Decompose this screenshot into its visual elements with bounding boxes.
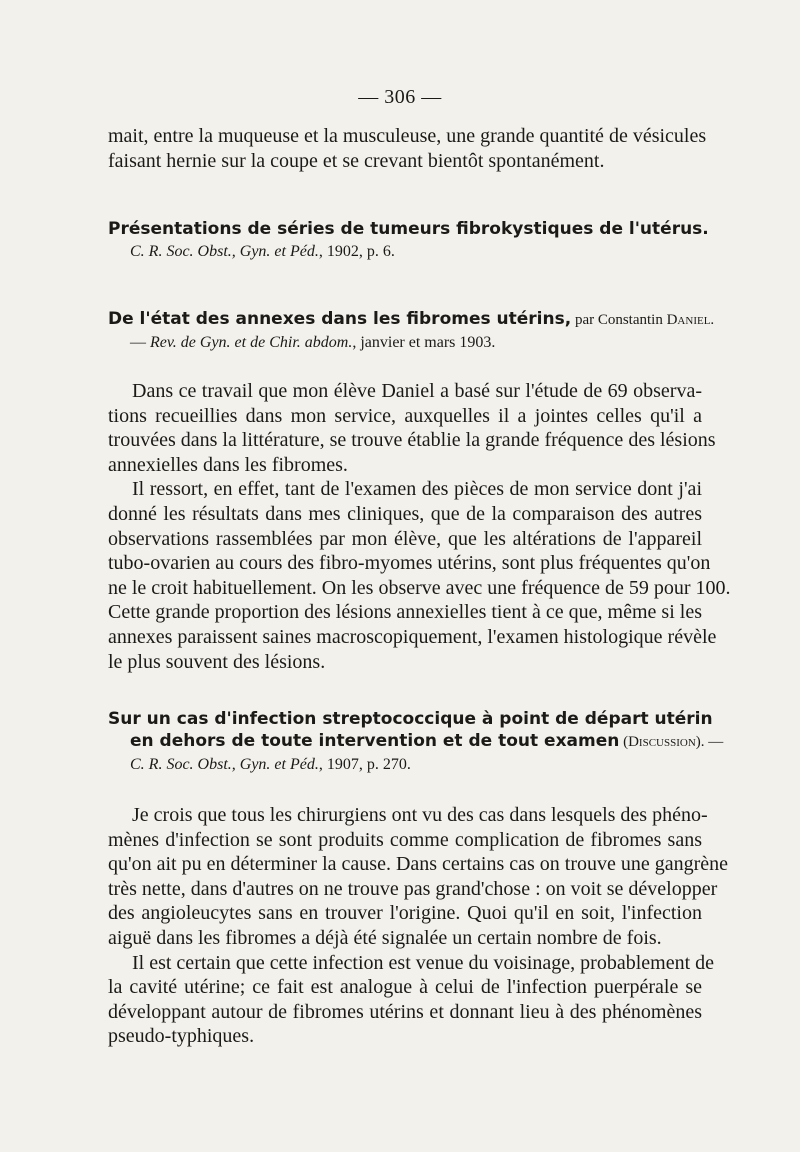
text-line: pseudo-typhiques. bbox=[108, 1025, 255, 1048]
section-reference bbox=[108, 755, 702, 775]
text-line: très nette, dans d'autres on ne trouve pas grand'chose : on voit se développer bbox=[108, 877, 718, 900]
section-fibrokystiques bbox=[108, 218, 709, 262]
text-line: annexielles dans les fibromes. bbox=[108, 453, 348, 476]
text-line: Il est certain que cette infection est venue du voisinage, probablement de bbox=[132, 951, 715, 974]
text-line: le plus souvent des lésions. bbox=[108, 650, 326, 673]
text-line: tubo-ovarien au cours des fibro-myomes utérins, sont plus fréquentes qu'on bbox=[108, 552, 711, 575]
text-line: des angioleucytes sans en trouver l'origine. Quoi qu'il en soit, l'infection bbox=[108, 902, 702, 925]
reference-details: , 1902, p. 6. bbox=[318, 243, 395, 260]
body-paragraph bbox=[108, 951, 715, 1049]
reference-journal: C. R. Soc. Obst., Gyn. et Péd. bbox=[130, 756, 319, 773]
text-line: mènes d'infection se sont produits comme complication de fibromes sans bbox=[108, 828, 702, 851]
reference-journal: C. R. Soc. Obst., Gyn. et Péd. bbox=[130, 243, 319, 260]
text-line: donné les résultats dans mes cliniques, que de la comparaison des autres bbox=[108, 502, 702, 525]
section-heading-continued bbox=[108, 730, 724, 753]
text-line: mait, entre la muqueuse et la musculeuse, une grande quantité de vésicules bbox=[108, 125, 707, 147]
section-infection-streptococcique bbox=[108, 708, 729, 1049]
text-line: ne le croit habituellement. On les observe avec une fréquence de 59 pour 100. bbox=[108, 576, 731, 599]
section-heading bbox=[108, 308, 715, 331]
section-reference bbox=[108, 242, 702, 262]
section-annexes-fibromes bbox=[108, 308, 731, 674]
intro-paragraph bbox=[108, 124, 707, 173]
section-reference bbox=[108, 333, 702, 353]
reference-details: , janvier et mars 1903. bbox=[352, 334, 496, 351]
section-author-name: Daniel. bbox=[666, 312, 715, 328]
text-line: Dans ce travail que mon élève Daniel a basé sur l'étude de 69 observa- bbox=[132, 380, 702, 402]
body-paragraph bbox=[108, 477, 731, 674]
text-line: développant autour de fibromes utérins et donnant lieu à des phénomènes bbox=[108, 1000, 702, 1023]
page-number: — 306 — bbox=[358, 86, 442, 108]
text-line: Je crois que tous les chirurgiens ont vu des cas dans lesquels des phéno- bbox=[132, 804, 708, 826]
section-heading-title: De l'état des annexes dans les fibromes utérins, bbox=[108, 309, 572, 329]
text-line: Cette grande proportion des lésions annexielles tient à ce que, même si les bbox=[108, 601, 702, 624]
section-discussion-label: (Discussion). — bbox=[619, 734, 724, 750]
text-line: aiguë dans les fibromes a déjà été signalée un certain nombre de fois. bbox=[108, 926, 662, 949]
text-line: Il ressort, en effet, tant de l'examen des pièces de mon service dont j'ai bbox=[132, 478, 702, 501]
text-line: qu'on ait pu en déterminer la cause. Dans certains cas on trouve une gangrène bbox=[108, 853, 729, 876]
text-line: faisant hernie sur la coupe et se crevant bientôt spontanément. bbox=[108, 149, 605, 172]
body-paragraph bbox=[108, 379, 716, 477]
text-line: tions recueillies dans mon service, auxquelles il a jointes celles qu'il a bbox=[108, 404, 702, 427]
reference-journal: Rev. de Gyn. et de Chir. abdom. bbox=[150, 334, 353, 351]
section-heading: Sur un cas d'infection streptococcique à point de départ utérin bbox=[108, 709, 713, 729]
text-line: annexes paraissent saines macroscopiquement, l'examen histologique révèle bbox=[108, 625, 717, 648]
reference-details: , 1907, p. 270. bbox=[318, 756, 411, 773]
text-line: la cavité utérine; ce fait est analogue à celui de l'infection puerpérale se bbox=[108, 976, 702, 999]
reference-dash: — bbox=[130, 334, 150, 351]
section-heading-title: en dehors de toute intervention et de tout examen bbox=[130, 731, 620, 751]
text-line: trouvées dans la littérature, se trouve établie la grande fréquence des lésions bbox=[108, 429, 716, 452]
section-author-prefix: par Constantin bbox=[571, 312, 667, 328]
body-paragraph bbox=[108, 803, 729, 951]
section-heading: Présentations de séries de tumeurs fibrokystiques de l'utérus. bbox=[108, 219, 709, 239]
text-line: observations rassemblées par mon élève, que les altérations de l'appareil bbox=[108, 527, 702, 550]
